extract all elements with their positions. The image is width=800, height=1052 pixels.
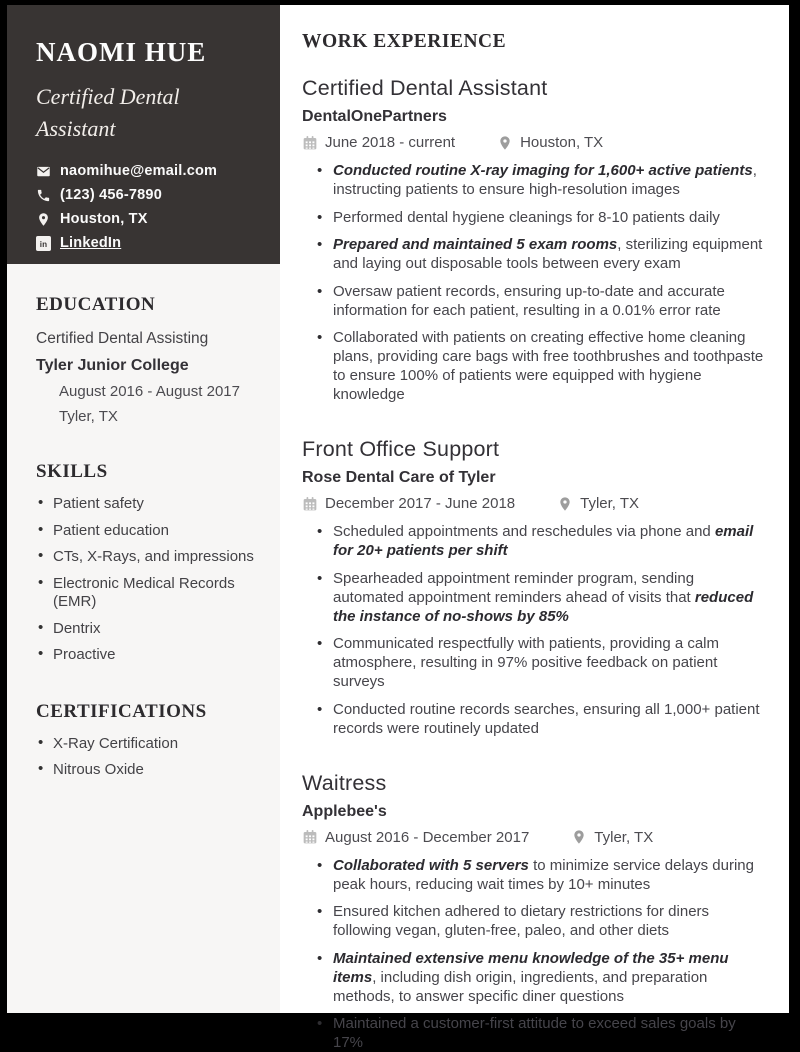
- education-heading: EDUCATION: [36, 294, 260, 316]
- bullet-emphasis-text: Collaborated with 5 servers: [333, 857, 529, 874]
- job-bullet: [316, 1014, 769, 1052]
- job-location-label: Tyler, TX: [594, 829, 653, 846]
- job-meta: [302, 829, 769, 846]
- job-company: Rose Dental Care of Tyler: [302, 469, 769, 487]
- certifications-list: [36, 735, 260, 780]
- bullet-text: Maintained a customer-first attitude to exceed sales goals by 17%: [333, 1015, 736, 1051]
- bullet-text: Conducted routine records searches, ensuring all 1,000+ patient records were routinely updated: [333, 701, 760, 737]
- job-dates: June 2018 - current: [325, 134, 455, 151]
- contact-email-label: naomihue@email.com: [60, 163, 217, 179]
- job-location: [571, 829, 653, 846]
- pin-icon: [557, 496, 573, 512]
- job-bullet: [316, 161, 769, 199]
- sidebar: [7, 5, 280, 1013]
- job-bullet: [316, 634, 769, 691]
- jobs-container: [302, 76, 769, 1052]
- bullet-text: Scheduled appointments and reschedules via phone and: [333, 523, 715, 540]
- calendar-icon: [302, 135, 318, 151]
- skill-item: • Patient education: [36, 522, 260, 541]
- header: [7, 5, 280, 264]
- person-name: NAOMI HUE: [36, 35, 256, 69]
- job-entry: [302, 437, 769, 738]
- svg-text:in: in: [40, 239, 47, 248]
- education-school: Tyler Junior College: [36, 357, 260, 375]
- job-bullets: [316, 856, 769, 1052]
- job-title: Waitress: [302, 771, 769, 796]
- job-bullets: [316, 161, 769, 404]
- bullet-text: , sterilizing equipment and laying out disposable tools between every exam: [333, 236, 762, 272]
- bullet-emphasis-text: Prepared and maintained 5 exam rooms: [333, 236, 617, 253]
- job-dates: December 2017 - June 2018: [325, 495, 515, 512]
- contact-phone-label: (123) 456-7890: [60, 187, 162, 203]
- contact-email: [36, 163, 256, 179]
- bullet-emphasis-text: reduced the instance of no-shows by 85%: [333, 589, 753, 625]
- skills-section: [36, 461, 260, 665]
- job-bullets: [316, 522, 769, 738]
- job-meta: [302, 495, 769, 512]
- education-location-label: Tyler, TX: [59, 408, 118, 425]
- education-location: [36, 408, 260, 425]
- job-bullet: [316, 700, 769, 738]
- education-dates-label: August 2016 - August 2017: [59, 383, 240, 400]
- job-bullet: [316, 208, 769, 227]
- job-bullet: [316, 902, 769, 940]
- skill-item: • Patient safety: [36, 495, 260, 514]
- pin-icon: [571, 829, 587, 845]
- phone-icon: [36, 188, 51, 203]
- education-section: [36, 294, 260, 425]
- job-entry: [302, 76, 769, 404]
- contact-linkedin-label[interactable]: LinkedIn: [60, 235, 121, 251]
- job-company: Applebee's: [302, 803, 769, 821]
- bullet-emphasis-text: Maintained extensive menu knowledge of the 35+ menu items: [333, 950, 729, 986]
- sidebar-body: [7, 264, 280, 788]
- bullet-text: to minimize service delays during peak hours, reducing wait times by 10+ minutes: [333, 857, 754, 893]
- skills-list: [36, 495, 260, 665]
- certifications-section: [36, 701, 260, 780]
- contact-list: [36, 163, 256, 251]
- bullet-text: Spearheaded appointment reminder program, sending automated appointment reminders ahead of visits that: [333, 570, 695, 606]
- job-bullet: [316, 282, 769, 320]
- calendar-icon: [36, 384, 52, 400]
- job-bullet: [316, 522, 769, 560]
- skill-item: • CTs, X-Rays, and impressions: [36, 548, 260, 567]
- location-pin-icon: [36, 409, 52, 425]
- linkedin-icon: [36, 236, 51, 251]
- education-dates: [36, 383, 260, 400]
- job-meta: [302, 134, 769, 151]
- job-title: Certified Dental Assistant: [302, 76, 769, 101]
- location-icon: [36, 212, 51, 227]
- job-title: Front Office Support: [302, 437, 769, 462]
- work-experience-column: [280, 5, 789, 1013]
- bullet-emphasis-text: email for 20+ patients per shift: [333, 523, 753, 559]
- bullet-text: , instructing patients to ensure high-resolution images: [333, 162, 757, 198]
- education-degree: Certified Dental Assisting: [36, 330, 260, 348]
- job-bullet: [316, 949, 769, 1006]
- skill-item: • Proactive: [36, 646, 260, 665]
- bullet-text: Communicated respectfully with patients, providing a calm atmosphere, resulting in 97% positive feedback on patient surveys: [333, 635, 719, 690]
- bullet-text: , including dish origin, ingredients, and preparation methods, to answer specific diner questions: [333, 969, 707, 1005]
- pin-icon: [497, 135, 513, 151]
- bullet-text: Collaborated with patients on creating effective home cleaning plans, providing care bags with free toothbrushes and toothpaste to ensure 100% of patients were equipped with hygiene knowledge: [333, 329, 763, 403]
- bullet-emphasis-text: Conducted routine X-ray imaging for 1,600+ active patients: [333, 162, 753, 179]
- contact-phone: [36, 187, 256, 203]
- certification-item: • X-Ray Certification: [36, 735, 260, 754]
- certification-item: • Nitrous Oxide: [36, 761, 260, 780]
- job-bullet: [316, 569, 769, 626]
- skills-heading: SKILLS: [36, 461, 260, 483]
- job-location-label: Tyler, TX: [580, 495, 639, 512]
- job-bullet: [316, 235, 769, 273]
- calendar-icon: [302, 829, 318, 845]
- contact-location-label: Houston, TX: [60, 211, 148, 227]
- work-experience-heading: WORK EXPERIENCE: [302, 31, 769, 53]
- resume-page: [7, 5, 789, 1013]
- job-location: [557, 495, 639, 512]
- job-company: DentalOnePartners: [302, 108, 769, 126]
- job-bullet: [316, 856, 769, 894]
- job-bullet: [316, 328, 769, 404]
- skill-item: • Dentrix: [36, 620, 260, 639]
- certifications-heading: CERTIFICATIONS: [36, 701, 260, 723]
- job-entry: [302, 771, 769, 1052]
- job-location-label: Houston, TX: [520, 134, 603, 151]
- bullet-text: Oversaw patient records, ensuring up-to-date and accurate information for each patient, resulting in a 0.01% error rate: [333, 283, 725, 319]
- contact-location: [36, 211, 256, 227]
- job-dates: August 2016 - December 2017: [325, 829, 529, 846]
- contact-linkedin[interactable]: [36, 235, 256, 251]
- person-title: Certified Dental Assistant: [36, 81, 216, 145]
- email-icon: [36, 164, 51, 179]
- skill-item: • Electronic Medical Records (EMR): [36, 575, 260, 612]
- bullet-text: Ensured kitchen adhered to dietary restrictions for diners following vegan, gluten-free, paleo, and other diets: [333, 903, 709, 939]
- calendar-icon: [302, 496, 318, 512]
- bullet-text: Performed dental hygiene cleanings for 8-10 patients daily: [333, 209, 720, 226]
- job-location: [497, 134, 603, 151]
